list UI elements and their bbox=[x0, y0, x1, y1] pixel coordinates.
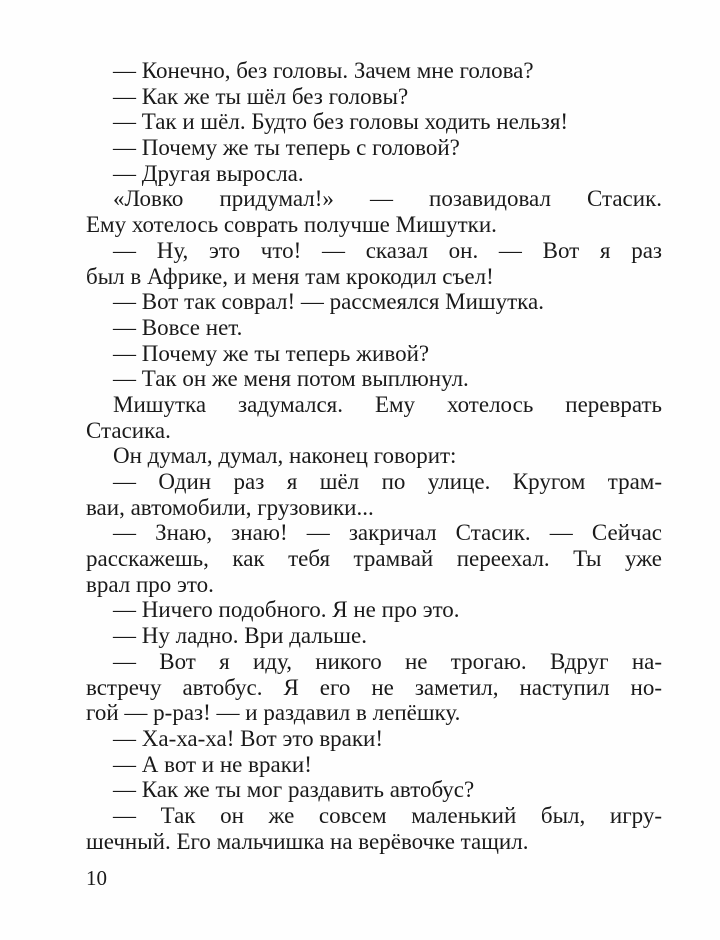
text-line: — Ничего подобного. Я не про это. bbox=[113, 597, 460, 623]
text-line: — Так он же меня потом выплюнул. bbox=[113, 366, 469, 392]
text-line: — Конечно, без головы. Зачем мне голова? bbox=[113, 58, 534, 83]
text-line: — Вот так соврал! — рассмеялся Мишутка. bbox=[113, 289, 544, 315]
text-line: ваи, автомобили, грузовики... bbox=[86, 494, 374, 520]
text-line: Ему хотелось соврать получше Мишутки. bbox=[86, 212, 497, 238]
text-line: расскажешь, как тебя трамвай переехал. Ты уже bbox=[86, 546, 662, 572]
text-line: Он думал, думал, наконец говорит: bbox=[113, 443, 457, 469]
text-line: — Один раз я шёл по улице. Кругом трам- bbox=[113, 469, 662, 494]
text-line: — Знаю, знаю! — закричал Стасик. — Сейчас bbox=[113, 520, 662, 546]
text-line: Мишутка задумался. Ему хотелось переврать bbox=[113, 391, 662, 417]
text-line: — Как же ты шёл без головы? bbox=[113, 83, 409, 109]
text-line: — Вот я иду, никого не трогаю. Вдруг на- bbox=[113, 648, 662, 674]
text-line: — Так он же совсем маленький был, игру- bbox=[113, 802, 662, 828]
text-line: — Вовсе нет. bbox=[113, 314, 243, 340]
page-number: 10 bbox=[86, 866, 107, 890]
story-text bbox=[86, 58, 662, 854]
text-line: гой — р-раз! — и раздавил в лепёшку. bbox=[86, 700, 461, 726]
text-line: врал про это. bbox=[86, 571, 214, 597]
text-line: — Ну ладно. Ври дальше. bbox=[113, 623, 367, 649]
text-line: — Ха-ха-ха! Вот это враки! bbox=[113, 725, 384, 751]
text-line: — Ну, это что! — сказал он. — Вот я раз bbox=[113, 237, 662, 263]
text-line: — Почему же ты теперь с головой? bbox=[113, 135, 460, 161]
text-line: шечный. Его мальчишка на верёвочке тащил. bbox=[86, 828, 529, 854]
text-line: Стасика. bbox=[86, 417, 171, 443]
text-line: встречу автобус. Я его не заметил, наступил но- bbox=[86, 674, 662, 700]
text-line: — Так и шёл. Будто без головы ходить нельзя! bbox=[113, 109, 569, 135]
text-line: — А вот и не враки! bbox=[113, 751, 312, 777]
text-line: — Как же ты мог раздавить автобус? bbox=[113, 777, 475, 803]
text-line: был в Африке, и меня там крокодил съел! bbox=[86, 263, 494, 289]
text-line: — Другая выросла. bbox=[113, 160, 304, 186]
text-line: «Ловко придумал!» — позавидовал Стасик. bbox=[113, 186, 662, 212]
text-line: — Почему же ты теперь живой? bbox=[113, 340, 430, 366]
